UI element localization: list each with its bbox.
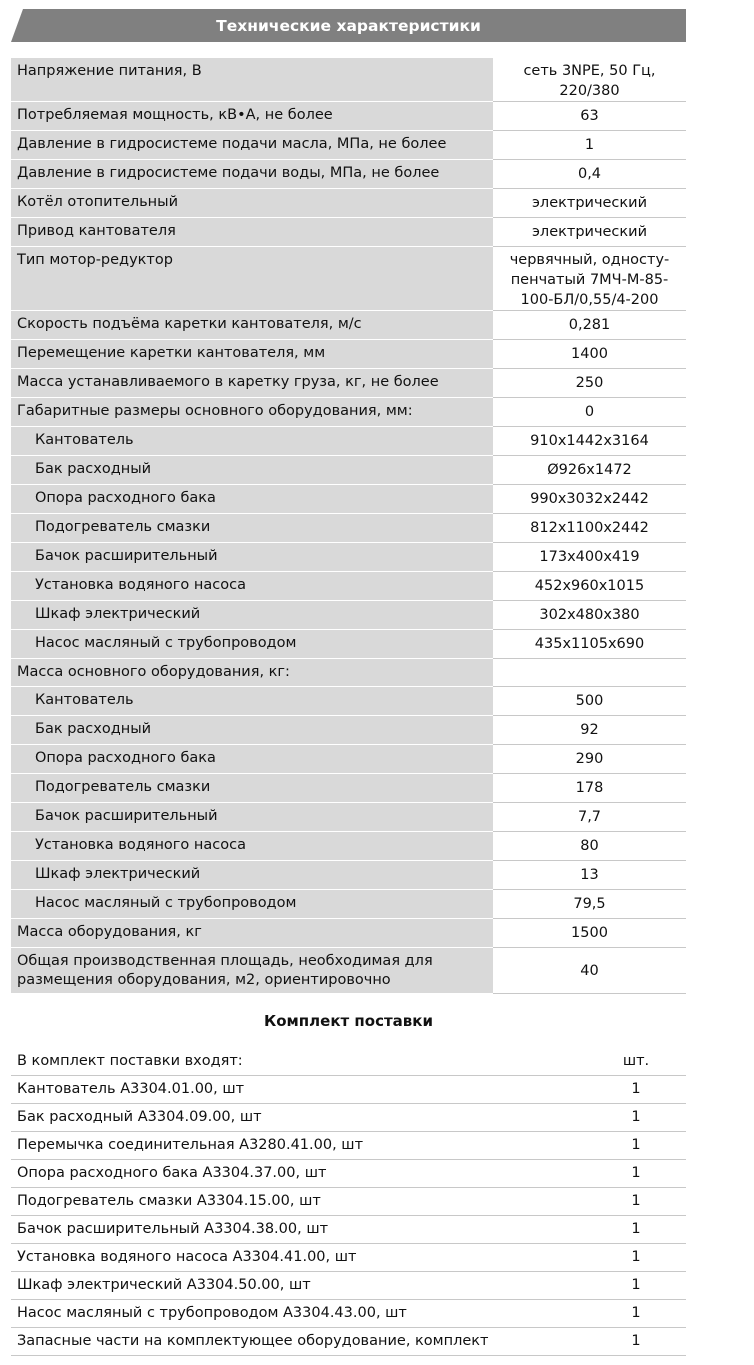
- kit-header-row: [11, 1047, 686, 1075]
- spec-row: [11, 948, 686, 994]
- specs-title: Технические характеристики: [216, 16, 481, 35]
- spec-value: Ø926x1472: [493, 456, 686, 485]
- spec-row: [11, 189, 686, 218]
- spec-name: Скорость подъёма каретки кантователя, м/с: [11, 311, 493, 340]
- kit-item-qty: 1: [586, 1299, 686, 1327]
- kit-item-qty: 1: [586, 1327, 686, 1355]
- spec-name: Установка водяного насоса: [11, 832, 493, 861]
- spec-value: 435x1105x690: [493, 630, 686, 659]
- spec-row: [11, 716, 686, 745]
- spec-name: Котёл отопительный: [11, 189, 493, 218]
- spec-value: 812x1100x2442: [493, 514, 686, 543]
- spec-name: Масса оборудования, кг: [11, 919, 493, 948]
- kit-item-qty: 1: [586, 1187, 686, 1215]
- kit-row: [11, 1103, 686, 1131]
- specs-header-bar: [11, 9, 686, 42]
- kit-item-name: Подогреватель смазки А3304.15.00, шт: [11, 1187, 586, 1215]
- spec-name: Габаритные размеры основного оборудования, мм:: [11, 398, 493, 427]
- kit-row: [11, 1327, 686, 1355]
- spec-value: 1400: [493, 340, 686, 369]
- spec-value: 79,5: [493, 890, 686, 919]
- spec-value: 500: [493, 687, 686, 716]
- spec-row: [11, 427, 686, 456]
- kit-item-name: Насос масляный с трубопроводом А3304.43.00, шт: [11, 1299, 586, 1327]
- spec-row: [11, 630, 686, 659]
- delivery-kit-title: Комплект поставки: [263, 1012, 433, 1030]
- spec-row: [11, 601, 686, 630]
- kit-item-qty: 1: [586, 1103, 686, 1131]
- kit-item-qty: 1: [586, 1159, 686, 1187]
- spec-value: 250: [493, 369, 686, 398]
- spec-value: 178: [493, 774, 686, 803]
- spec-value: 1: [493, 131, 686, 160]
- spec-name: Кантователь: [11, 687, 493, 716]
- spec-value: электрический: [493, 189, 686, 218]
- kit-header-name: В комплект поставки входят:: [11, 1047, 586, 1075]
- spec-value: червячный, односту- пенчатый 7МЧ-М-85- 100-БЛ/0,55/4-200: [493, 247, 686, 311]
- spec-row: [11, 745, 686, 774]
- spec-value: 1500: [493, 919, 686, 948]
- spec-row: [11, 514, 686, 543]
- spec-name: Тип мотор-редуктор: [11, 247, 493, 311]
- spec-row: [11, 572, 686, 601]
- spec-name: Давление в гидросистеме подачи воды, МПа, не более: [11, 160, 493, 189]
- spec-value: 63: [493, 102, 686, 131]
- spec-row: [11, 687, 686, 716]
- spec-row: [11, 832, 686, 861]
- spec-name: Опора расходного бака: [11, 745, 493, 774]
- spec-value: 290: [493, 745, 686, 774]
- spec-value: сеть 3NPE, 50 Гц, 220/380: [493, 58, 686, 102]
- spec-value: электрический: [493, 218, 686, 247]
- spec-name: Напряжение питания, В: [11, 58, 493, 102]
- kit-item-name: Бак расходный А3304.09.00, шт: [11, 1103, 586, 1131]
- spec-row: [11, 218, 686, 247]
- spec-row: [11, 102, 686, 131]
- spec-value: 452x960x1015: [493, 572, 686, 601]
- kit-item-name: Кантователь А3304.01.00, шт: [11, 1075, 586, 1103]
- kit-item-name: Перемычка соединительная А3280.41.00, шт: [11, 1131, 586, 1159]
- spec-name: Привод кантователя: [11, 218, 493, 247]
- spec-name: Опора расходного бака: [11, 485, 493, 514]
- kit-item-name: Бачок расширительный А3304.38.00, шт: [11, 1215, 586, 1243]
- spec-row: [11, 398, 686, 427]
- spec-row: [11, 58, 686, 102]
- spec-value: [493, 659, 686, 687]
- spec-row: [11, 369, 686, 398]
- spec-row: [11, 485, 686, 514]
- spec-value: 0,281: [493, 311, 686, 340]
- kit-item-qty: 1: [586, 1075, 686, 1103]
- kit-row: [11, 1187, 686, 1215]
- spec-value: 302x480x380: [493, 601, 686, 630]
- kit-row: [11, 1299, 686, 1327]
- delivery-kit-table-body: [11, 1047, 686, 1355]
- spec-name: Бачок расширительный: [11, 543, 493, 572]
- spec-name: Бак расходный: [11, 716, 493, 745]
- spec-name: Бачок расширительный: [11, 803, 493, 832]
- spec-value: 80: [493, 832, 686, 861]
- specifications-table: [11, 58, 686, 994]
- spec-row: [11, 247, 686, 311]
- spec-value: 13: [493, 861, 686, 890]
- spec-row: [11, 774, 686, 803]
- spec-row: [11, 861, 686, 890]
- kit-item-qty: 1: [586, 1271, 686, 1299]
- kit-row: [11, 1131, 686, 1159]
- spec-name: Кантователь: [11, 427, 493, 456]
- spec-row: [11, 131, 686, 160]
- spec-row: [11, 543, 686, 572]
- kit-item-qty: 1: [586, 1243, 686, 1271]
- kit-item-name: Шкаф электрический А3304.50.00, шт: [11, 1271, 586, 1299]
- spec-row: [11, 919, 686, 948]
- spec-name: Потребляемая мощность, кВ•А, не более: [11, 102, 493, 131]
- delivery-kit-table: [11, 1047, 686, 1356]
- kit-item-name: Запасные части на комплектующее оборудование, комплект: [11, 1327, 586, 1355]
- spec-name: Давление в гидросистеме подачи масла, МПа, не более: [11, 131, 493, 160]
- spec-name: Установка водяного насоса: [11, 572, 493, 601]
- spec-value: 990x3032x2442: [493, 485, 686, 514]
- kit-item-qty: 1: [586, 1215, 686, 1243]
- spec-name: Насос масляный с трубопроводом: [11, 630, 493, 659]
- spec-row: [11, 311, 686, 340]
- spec-row: [11, 890, 686, 919]
- kit-item-name: Опора расходного бака А3304.37.00, шт: [11, 1159, 586, 1187]
- spec-value: 40: [493, 948, 686, 994]
- spec-name: Бак расходный: [11, 456, 493, 485]
- spec-row: [11, 340, 686, 369]
- spec-value: 7,7: [493, 803, 686, 832]
- spec-value: 0: [493, 398, 686, 427]
- spec-name: Насос масляный с трубопроводом: [11, 890, 493, 919]
- spec-row: [11, 160, 686, 189]
- spec-value: 0,4: [493, 160, 686, 189]
- spec-name: Шкаф электрический: [11, 601, 493, 630]
- spec-name: Масса основного оборудования, кг:: [11, 659, 493, 687]
- kit-row: [11, 1215, 686, 1243]
- kit-row: [11, 1075, 686, 1103]
- spec-row: [11, 659, 686, 687]
- spec-name: Подогреватель смазки: [11, 514, 493, 543]
- spec-value: 173x400x419: [493, 543, 686, 572]
- specifications-table-body: [11, 58, 686, 994]
- kit-header-qty: шт.: [586, 1047, 686, 1075]
- kit-row: [11, 1159, 686, 1187]
- spec-name: Перемещение каретки кантователя, мм: [11, 340, 493, 369]
- spec-row: [11, 803, 686, 832]
- kit-item-qty: 1: [586, 1131, 686, 1159]
- spec-value: 92: [493, 716, 686, 745]
- spec-name: Подогреватель смазки: [11, 774, 493, 803]
- spec-name: Масса устанавливаемого в каретку груза, кг, не более: [11, 369, 493, 398]
- kit-row: [11, 1243, 686, 1271]
- spec-value: 910x1442x3164: [493, 427, 686, 456]
- kit-item-name: Установка водяного насоса А3304.41.00, шт: [11, 1243, 586, 1271]
- kit-row: [11, 1271, 686, 1299]
- spec-name: Общая производственная площадь, необходимая для размещения оборудования, м2, ориентировочно: [11, 948, 493, 994]
- spec-name: Шкаф электрический: [11, 861, 493, 890]
- spec-row: [11, 456, 686, 485]
